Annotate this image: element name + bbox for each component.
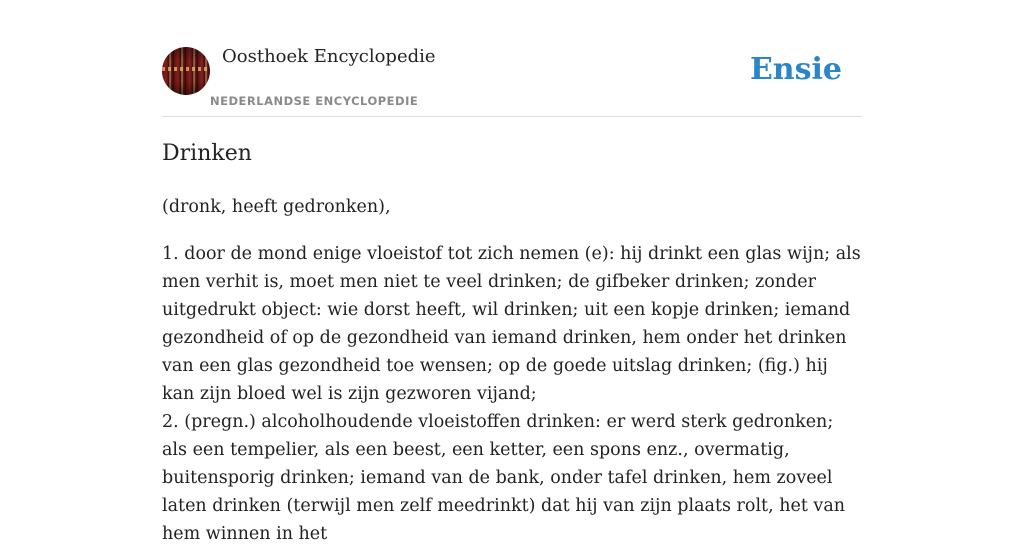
definition-1: 1. door de mond enige vloeistof tot zich nemen (e): hij drinkt een glas wijn; als men verhit is, moet men niet te veel drinken; de gifbeker drinken; zonder uitgedrukt object: wie dorst heeft, wil drinken; uit een kopje drinken; iemand gezondheid of op de gezondheid van iemand drinken, hem onder het drinken van een glas gezondheid toe wensen; op de goede uitslag drinken; (fig.) hij kan zijn bloed wel is zijn gezworen vijand; [162, 244, 861, 404]
grammar-note: (dronk, heeft gedronken), [162, 197, 391, 217]
site-subtitle: NEDERLANDSE ENCYCLOPEDIE [210, 94, 419, 108]
site-header [162, 0, 862, 117]
definition-2: 2. (pregn.) alcoholhoudende vloeistoffen drinken: er werd sterk gedronken; als een tempelier, als een beest, een ketter, een spons enz., overmatig, buitensporig drinken; iemand van de bank, onder tafel drinken, hem zoveel laten drinken (terwijl men zelf meedrinkt) dat hij van zijn plaats rolt, het van hem winnen in het [162, 412, 846, 544]
encyclopedia-books-logo[interactable] [162, 47, 210, 95]
site-title[interactable]: Oosthoek Encyclopedie [222, 46, 436, 67]
article-body [162, 193, 862, 548]
page-title: Drinken [162, 141, 252, 166]
brand-logo[interactable]: Ensie [749, 52, 842, 87]
page-container [162, 0, 862, 544]
